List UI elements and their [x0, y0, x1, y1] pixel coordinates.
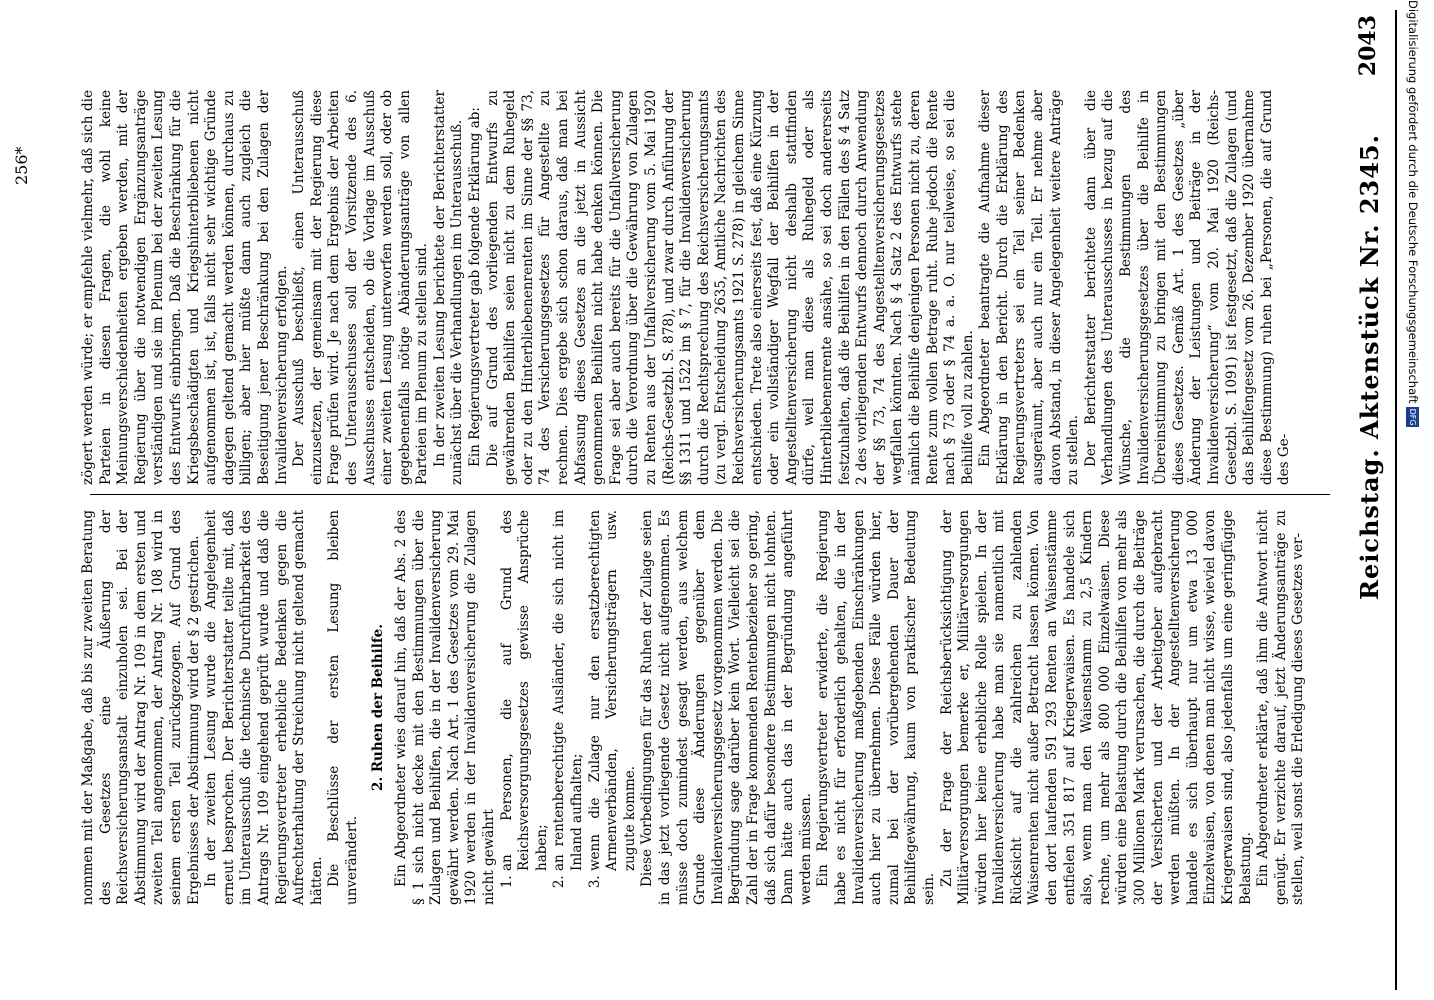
conditions-list: [499, 510, 640, 905]
paragraph: In der zweiten Lesung wurde die Angelegenheit erneut besprochen. Der Berichterstatter teilte mit, daß im Unterausschuß die technische Durchführbarkeit des Antrags Nr. 109 eingehend geprüft wurde und daß die Regierungsvertreter erhebliche Bedenken gegen die Aufrechterhaltung der Streichung nicht geltend gemacht hätten.: [203, 510, 325, 905]
paragraph: Der Berichterstatter berichtete dann über die Verhandlungen des Unterausschusses in bezug auf die Wünsche, die Bestimmungen des Invalidenversicherungsgesetzes über die Beihilfe in Übereinstimmung zu bringen mit den Bestimmungen dieses Gesetzes. Gemäß Art. 1 des Gesetzes „über Änderung der Leistungen und Beiträge in der Invalidenversicherung“ vom 20. Mai 1920 (Reichs-Gesetzbl. S. 1091) ist festgesetzt, daß die Zulagen (und das Beihilfengesetz vom 26. Dezember 1920 übernahme diese Bestimmung) ruhen bei „Personen, die auf Grund des Ge-: [1082, 90, 1293, 485]
digitization-note: [1406, 0, 1420, 431]
list-item: 2. an rentenberechtigte Ausländer, die sich nicht im Inland aufhalten;: [551, 510, 586, 871]
paragraph: In der zweiten Lesung berichtete der Berichterstatter zunächst über die Verhandlungen im Unterausschuß.: [431, 90, 466, 485]
paragraph: Die Beschlüsse der ersten Lesung bleiben unverändert.: [326, 510, 360, 905]
paragraph: Ein Abgeordneter erklärte, daß ihm die Antwort nicht genügt. Er verzichte darauf, jetzt Änderungsanträge zu stellen, weil sonst die Erledigung dieses Gesetzes ver-: [1255, 510, 1307, 905]
paragraph: Ein Abgeordneter beantragte die Aufnahme dieser Erklärung in den Bericht. Durch die Erklärung des Regierungsvertreters sei ein Teil seiner Bedenken ausgeräumt, aber auch nur ein Teil. Er nehme aber davon Abstand, in dieser Angelegenheit weitere Anträge zu stellen.: [977, 90, 1082, 485]
paragraph: Diese Vorbedingungen für das Ruhen der Zulage seien in das jetzt vorliegende Gesetz nicht aufgenommen. Es müsse doch zumindest gesagt werden, aus welchem Grunde diese Änderungen gegenüber dem Invalidenversicherungsgesetz vorgenommen werden. Die Begründung sage darüber kein Wort. Vielleicht sei die Zahl der in Frage kommenden Rentenbezieher so gering, daß sich dafür besondere Bestimmungen nicht lohnten. Dann hätte auch das in der Begründung angeführt werden müssen.: [639, 510, 814, 905]
section-heading: 2. Ruhen der Beihilfe.: [369, 624, 386, 791]
running-head: Reichstag. Aktenstück Nr. 2345.: [1355, 134, 1384, 600]
page-footer: [12, 0, 32, 1000]
list-item: 3. wenn die Zulage nur den ersatzberechtigten Armenverbänden, Versicherungsträgern usw. zugute komme.: [587, 510, 640, 871]
list-item: 1. an Personen, die auf Grund des Reichsversorgungsgesetzes gewisse Ansprüche haben;: [499, 510, 552, 871]
right-column: [80, 90, 1294, 485]
paragraph: Die auf Grund des vorliegenden Entwurfs zu gewährenden Beihilfen seien nicht zu dem Ruhegeld oder zu den Hinterbliebenenrenten im Sinne der §§ 73, 74 des Versicherungsgesetzes für Angestellte zu rechnen. Dies ergebe sich schon daraus, daß man bei Abfassung dieses Gesetzes an die jetzt in Aussicht genommenen Beihilfen nicht habe denken können. Die Frage sei aber auch bereits für die Unfallversicherung durch die Verordnung über die Gewährung von Zulagen zu Renten aus der Unfallversicherung vom 5. Mai 1920 (Reichs-Gesetzbl. S. 878), und zwar durch Anführung der §§ 1311 und 1522 im § 7, für die Invalidenversicherung durch die Rechtsprechung des Reichsversicherungsamts (zu vergl. Entscheidung 2635, Amtliche Nachrichten des Reichsversicherungsamts 1921 S. 278) in gleichem Sinne entschieden. Trete also einerseits fest, daß eine Kürzung oder ein vollständiger Wegfall der Beihilfen in der Angestelltenversicherung nicht deshalb stattfinden dürfe, weil man diese als Ruhegeld oder als Hinterbliebenenrente ansähe, so sei doch andererseits festzuhalten, daß die Beihilfen in den Fällen des § 4 Satz 2 des vorliegenden Entwurfs dennoch durch Anwendung der §§ 73, 74 des Angestelltenversicherungsgesetzes wegfallen könnten. Nach § 4 Satz 2 des Entwurfs stehe nämlich die Beihilfe denjenigen Personen nicht zu, deren Rente zum vollen Betrage ruht. Ruhe jedoch die Rente nach § 73 oder § 74 a. a. O. nur teilweise, so sei die Beihilfe voll zu zahlen.: [484, 90, 976, 485]
paragraph: Der Ausschuß beschließt, einen Unterausschuß einzusetzen, der gemeinsam mit der Regierung diese Frage prüfen wird. Je nach dem Ergebnis der Arbeiten des Unterausschusses soll der Vorsitzende des 6. Ausschusses entscheiden, ob die Vorlage im Ausschuß einer zweiten Lesung unterworfen werden soll, oder ob gegebenenfalls nötige Abänderungsanträge von allen Parteien im Plenum zu stellen sind.: [291, 90, 431, 485]
paragraph: Ein Regierungsvertreter gab folgende Erklärung ab:: [467, 107, 484, 467]
left-column: [80, 510, 1308, 905]
digitization-text: Digitalisierung gefördert durch die Deutsche Forschungsgemeinschaft: [1406, 0, 1420, 404]
dfg-logo: DFG: [1408, 408, 1417, 426]
column-divider: [90, 494, 1330, 495]
page-header: [1355, 0, 1385, 1000]
header-rule: [1395, 10, 1397, 990]
paragraph: Ein Regierungsvertreter erwiderte, die Regierung habe es nicht für erforderlich gehalten, die in der Invalidenversicherung maßgebenden Einschränkungen auch hier zu übernehmen. Diese Fälle würden hier, zumal bei der vorübergehenden Dauer der Beihilfegewährung, kaum von praktischer Bedeutung sein.: [815, 510, 937, 905]
paragraph: Zu der Frage der Reichsberücksichtigung der Militärversorgungen bemerke er, Militärversorgungen würden hier keine erhebliche Rolle spielen. In der Invalidenversicherung habe man sie namentlich mit Rücksicht auf die zahlreichen zu zahlenden Waisenrenten nicht außer Betracht lassen können. Von den dort laufenden 591 293 Renten an Waisenstämme entfielen 351 817 auf Kriegerwaisen. Es handele sich also, wenn man den Waisenstamm zu 2,5 Kindern rechne, um mehr als 800 000 Einzelwaisen. Diese würden eine Belastung durch die Beihilfen von mehr als 300 Millionen Mark verursachen, die durch die Beiträge der Versicherten und der Arbeitgeber aufgebracht werden müßten. In der Angestelltenversicherung handele es sich überhaupt nur um etwa 13 000 Einzelwaisen, von denen man nicht wisse, wieviel davon Kriegerwaisen sind, also jedenfalls um eine geringfügige Belastung.: [938, 510, 1254, 905]
page-number: 2043: [1355, 15, 1381, 77]
signature-mark: 256*: [12, 146, 31, 185]
paragraph: Ein Abgeordneter wies darauf hin, daß der Abs. 2 des § 1 sich nicht decke mit den Bestimmungen über die Zulagen und Beihilfen, die in der Invalidenversicherung gewährt werden. Nach Art. 1 des Gesetzes vom 29. Mai 1920 werden in der Invalidenversicherung die Zulagen nicht gewährt: [393, 510, 498, 905]
paragraph: nommen mit der Maßgabe, daß bis zur zweiten Beratung des Gesetzes eine Äußerung der Reichsversicherungsanstalt einzuholen sei. Bei der Abstimmung wird der Antrag Nr. 109 in dem ersten und zweiten Teil angenommen, der Antrag Nr. 108 wird in seinem ersten Teil zurückgezogen. Auf Grund des Ergebnisses der Abstimmung wird der § 2 gestrichen.: [80, 510, 202, 905]
side-note-strip: [1400, 0, 1420, 1000]
paragraph: zögert werden würde; er empfehle vielmehr, daß sich die Parteien in diesen Fragen, die wohl keine Meinungsverschiedenheiten ergeben werden, mit der Regierung über die notwendigen Ergänzungsanträge verständigen und sie im Plenum bei der zweiten Lesung des Entwurfs einbringen. Daß die Beschränkung für die Kriegsbeschädigten und Kriegshinterbliebenen nicht aufgenommen ist, ist, falls nicht sehr wichtige Gründe dagegen geltend gemacht werden können, durchaus zu billigen; aber hier müßte dann auch zugleich die Beseitigung jener Beschränkung bei den Zulagen der Invalidenversicherung erfolgen.: [80, 90, 290, 485]
